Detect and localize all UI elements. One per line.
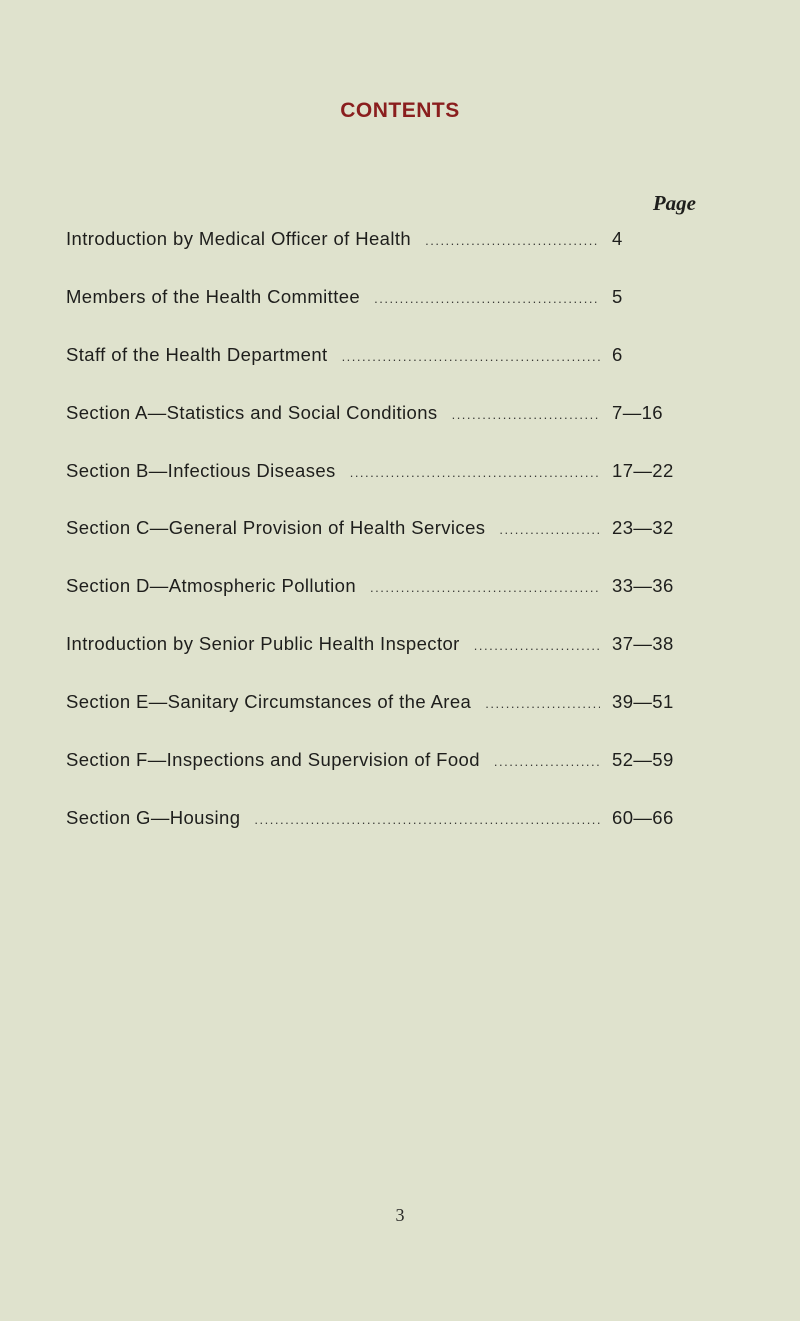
toc-entry-section-g [66, 807, 696, 865]
toc-entry-label: Section C—General Provision of Health Services [66, 517, 486, 539]
page-column-header: Page [652, 191, 696, 215]
toc-entry-page: 6 [612, 343, 623, 365]
page-number: 3 [395, 1205, 405, 1225]
dot-leader [494, 754, 600, 769]
toc-entry-section-c [66, 517, 696, 575]
dot-leader [425, 233, 600, 248]
dot-leader [350, 465, 600, 480]
toc-entry-introduction-moh [66, 228, 696, 286]
table-of-contents [66, 228, 696, 865]
toc-entry-page: 23—32 [612, 517, 674, 539]
toc-entry-members-committee [66, 286, 696, 344]
toc-entry-label: Section E—Sanitary Circumstances of the Area [66, 691, 472, 713]
dot-leader [485, 696, 600, 711]
dot-leader [499, 522, 600, 537]
toc-entry-page: 39—51 [612, 691, 674, 713]
toc-entry-label: Staff of the Health Department [66, 343, 328, 365]
toc-entry-page: 60—66 [612, 806, 674, 828]
toc-entry-label: Section D—Atmospheric Pollution [66, 575, 357, 597]
toc-entry-label: Section A—Statistics and Social Conditions [66, 401, 438, 423]
toc-entry-page: 5 [612, 285, 623, 307]
toc-entry-label: Members of the Health Committee [66, 285, 361, 307]
contents-title: CONTENTS [340, 99, 460, 122]
toc-entry-page: 52—59 [612, 749, 674, 771]
toc-entry-page: 37—38 [612, 633, 674, 655]
dot-leader [374, 291, 600, 306]
toc-entry-section-a [66, 402, 696, 460]
dot-leader [474, 638, 600, 653]
dot-leader [342, 349, 600, 364]
toc-entry-staff [66, 344, 696, 402]
toc-entry-label: Section G—Housing [66, 806, 241, 828]
toc-entry-section-e [66, 691, 696, 749]
toc-entry-page: 33—36 [612, 575, 674, 597]
dot-leader [452, 407, 600, 422]
toc-entry-page: 4 [612, 228, 623, 249]
toc-entry-introduction-sphi [66, 633, 696, 691]
toc-entry-section-b [66, 460, 696, 518]
toc-entry-label: Introduction by Medical Officer of Health [66, 228, 412, 249]
toc-entry-page: 7—16 [612, 401, 663, 423]
toc-entry-label: Section F—Inspections and Supervision of Food [66, 749, 480, 771]
dot-leader [370, 580, 600, 595]
toc-entry-label: Section B—Infectious Diseases [66, 459, 336, 481]
toc-entry-page: 17—22 [612, 459, 674, 481]
toc-entry-label: Introduction by Senior Public Health Inspector [66, 633, 460, 655]
dot-leader [254, 812, 600, 827]
toc-entry-section-f [66, 749, 696, 807]
toc-entry-section-d [66, 575, 696, 633]
